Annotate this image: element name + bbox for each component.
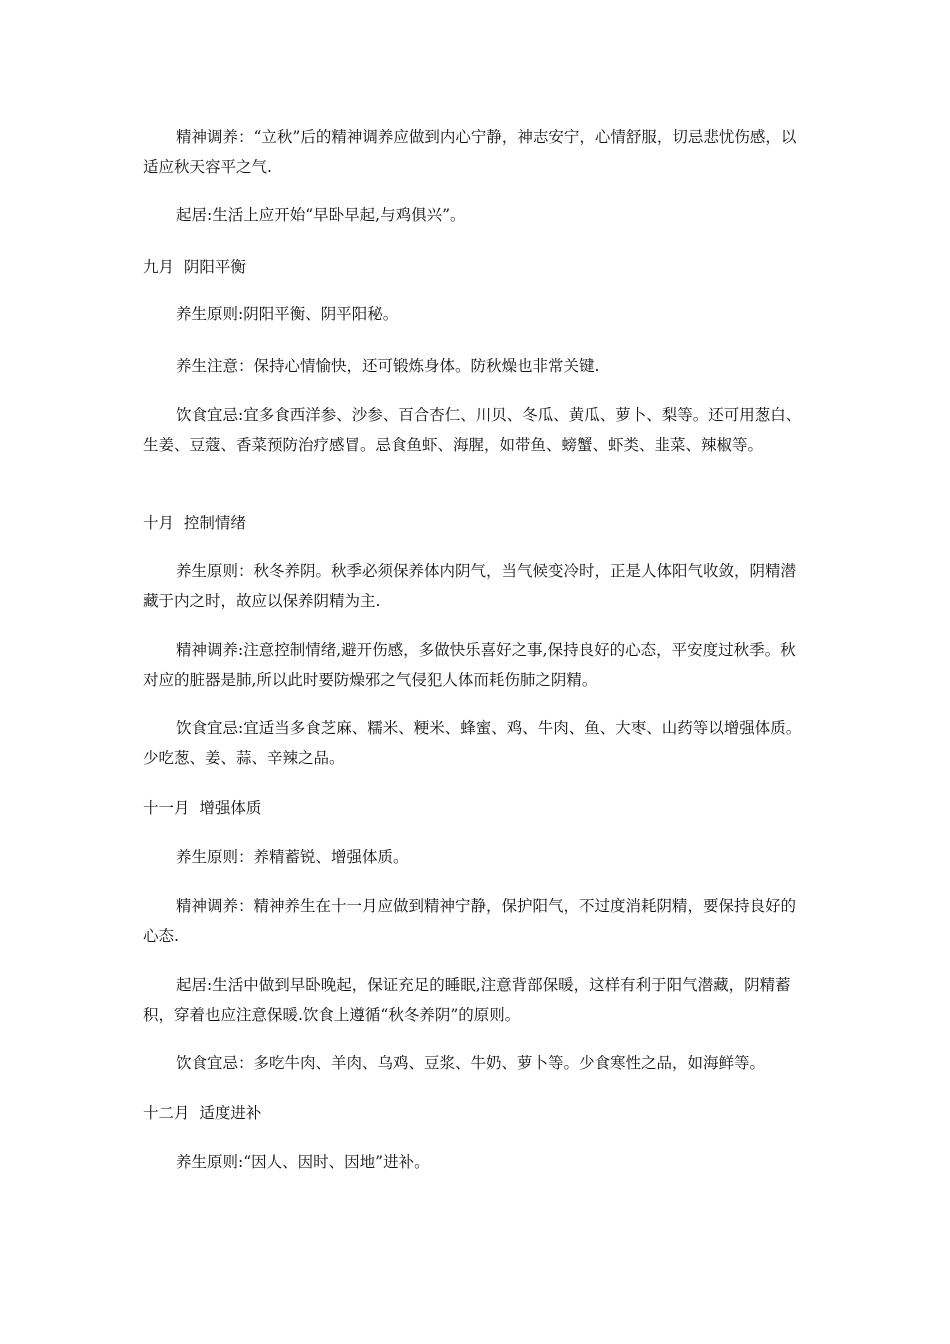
paragraph-daily-living-autumn: 起居:生活上应开始“早卧早起,与鸡俱兴”。 <box>176 206 466 224</box>
heading-november: 十一月 增强体质 <box>143 799 262 817</box>
paragraph-november-mental-care: 精神调养：精神养生在十一月应做到精神宁静，保护阳气，不过度消耗阴精，要保持良好的心态. <box>143 897 797 945</box>
paragraph-mental-care-autumn: 精神调养：“立秋”后的精神调养应做到内心宁静，神志安宁，心情舒服，切忌悲忧伤感，以适应秋天容平之气. <box>143 128 797 176</box>
paragraph-november-principle: 养生原则：养精蓄锐、增强体质。 <box>176 848 409 866</box>
heading-october: 十月 控制情绪 <box>143 514 246 532</box>
paragraph-september-notes: 养生注意：保持心情愉快，还可锻炼身体。防秋燥也非常关键. <box>176 357 600 375</box>
paragraph-october-mental-care: 精神调养:注意控制情绪,避开伤感，多做快乐喜好之事,保持良好的心态，平安度过秋季。秋对应的脏器是肺,所以此时要防燥邪之气侵犯人体而耗伤肺之阴精。 <box>143 641 796 689</box>
paragraph-november-daily-living: 起居:生活中做到早卧晚起，保证充足的睡眠,注意背部保暖，这样有利于阳气潜藏，阴精蓄积，穿着也应注意保暖.饮食上遵循“秋冬养阴”的原则。 <box>143 976 791 1024</box>
paragraph-november-diet: 饮食宜忌：多吃牛肉、羊肉、乌鸡、豆浆、牛奶、萝卜等。少食寒性之品，如海鲜等。 <box>176 1054 766 1072</box>
heading-september: 九月 阴阳平衡 <box>143 258 246 276</box>
paragraph-october-diet: 饮食宜忌:宜适当多食芝麻、糯米、粳米、蜂蜜、鸡、牛肉、鱼、大枣、山药等以增强体质。少吃葱、姜、蒜、辛辣之品。 <box>143 719 802 767</box>
paragraph-september-diet: 饮食宜忌:宜多食西洋参、沙参、百合杏仁、川贝、冬瓜、黄瓜、萝卜、梨等。还可用葱白、生姜、豆蔻、香菜预防治疗感冒。忌食鱼虾、海腥，如带鱼、螃蟹、虾类、韭菜、辣椒等。 <box>143 406 802 454</box>
paragraph-december-principle: 养生原则:“因人、因时、因地”进补。 <box>176 1153 430 1171</box>
heading-december: 十二月 适度进补 <box>143 1104 262 1122</box>
paragraph-october-principle: 养生原则：秋冬养阴。秋季必须保养体内阴气，当气候变冷时，正是人体阳气收敛，阴精潜藏于内之时，故应以保养阴精为主. <box>143 562 797 610</box>
paragraph-september-principle: 养生原则:阴阳平衡、阴平阳秘。 <box>176 305 399 323</box>
